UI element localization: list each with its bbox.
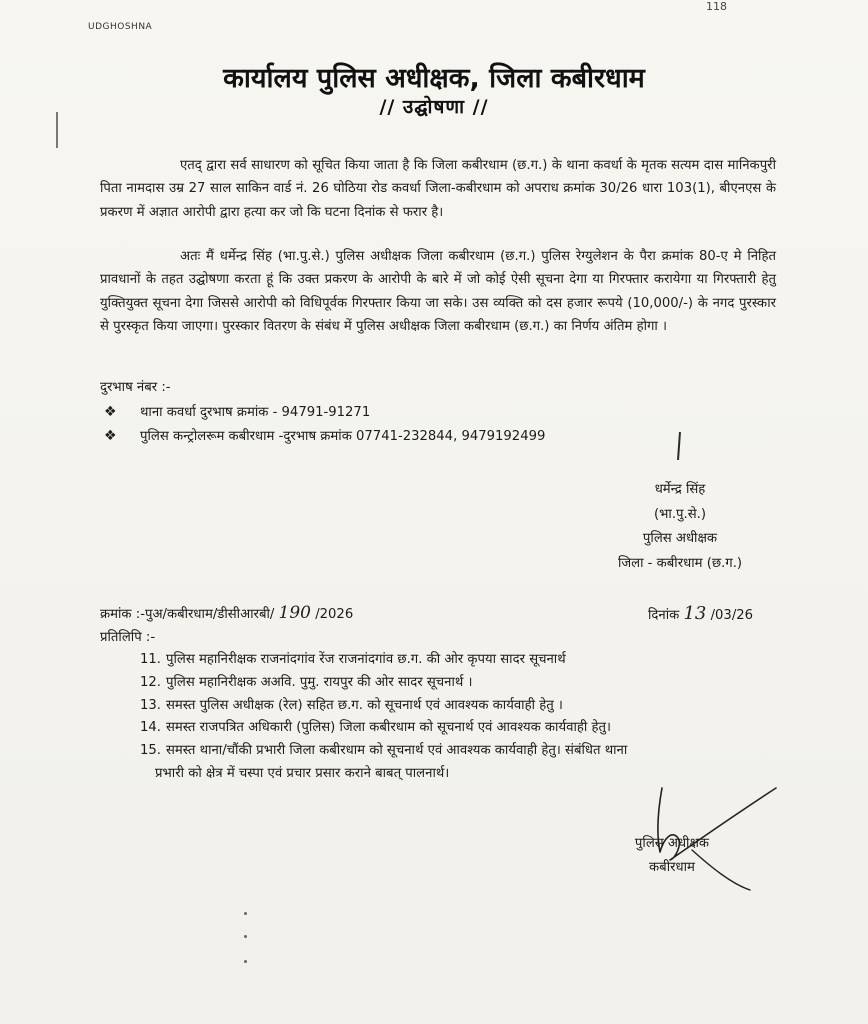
final-designation: पुलिस अधीक्षक [634,836,710,851]
header-tag: UDGHOSHNA [88,22,153,32]
signature-block [590,478,770,576]
scan-dot [244,960,247,963]
paragraph-2: अतः मैं धर्मेन्द्र सिंह (भा.पु.से.) पुलिस अधीक्षक जिला कबीरधाम (छ.ग.) पुलिस रेग्युलेशन के पैरा क्रमांक 80-ए मे निहित प्रावधानों के तहत उद्घोषणा करता हूं कि उक्त प्रकरण के आरोपी के बारे में जो कोई ऐसी सूचना देगा या गिरफ्तार करायेगा या गिरफ्तारी हेतु युक्तियुक्त सूचना देगा जिससे आरोपी को विधिपूर्वक गिरफ्तार किया जा सके। उस व्यक्ति को दस हजार रूपये (10,000/-) के नगद पुरस्कार से पुरस्कृत किया जाएगा। पुरस्कार वितरण के संबंध में पुलिस अधीक्षक जिला कबीरधाम (छ.ग.) का निर्णय अंतिम होगा । [100,249,776,334]
signatory-service: (भा.पु.से.) [654,506,706,522]
bullet-icon: ❖ [104,428,117,444]
phone-text: पुलिस कन्ट्रोलरूम कबीरधाम -दुरभाष क्रमांक 07741-232844, 9479192499 [140,429,546,444]
list-item: 11. पुलिस महानिरीक्षक राजनांदगांव रेंज राजनांदगांव छ.ग. की ओर कृपया सादर सूचनार्थ [140,652,566,667]
signatory-designation: पुलिस अधीक्षक [642,531,718,546]
signature-stroke [677,432,681,460]
signatory-name: धर्मेन्द्र सिंह [654,482,706,497]
final-signature-block [602,832,742,880]
handwritten-day: 13 [683,603,707,624]
phone-heading: दुरभाष नंबर :- [100,380,171,395]
phone-item [104,426,545,444]
signatory-district: जिला - कबीरधाम (छ.ग.) [617,555,743,571]
list-item: 12. पुलिस महानिरीक्षक अअवि. पुमु. रायपुर की ओर सादर सूचनार्थ । [140,674,473,690]
proclamation-title: // उद्घोषणा // [379,96,489,118]
scan-dot [244,935,247,938]
handwritten-number: 190 [278,603,311,623]
phone-text: थाना कवर्धा दुरभाष क्रमांक - 94791-91271 [140,405,371,420]
list-item: 15. समस्त थाना/चौंकी प्रभारी जिला कबीरधाम को सूचनार्थ एवं आवश्यक कार्यवाही हेतु। संबंधित थाना प्रभारी को क्षेत्र में चस्पा एवं प्रचार प्रसार कराने बाबत् पालनार्थ। [140,743,628,781]
reference-number: क्रमांक :-पुअ/कबीरधाम/डीसीआरबी/ 190 /2026 [100,603,354,623]
list-item: 13. समस्त पुलिस अधीक्षक (रेल) सहित छ.ग. को सूचनार्थ एवं आवश्यक कार्यवाही हेतु । [140,697,563,713]
list-item: 14. समस्त राजपत्रित अधिकारी (पुलिस) जिला कबीरधाम को सूचनार्थ एवं आवश्यक कार्यवाही हेतु। [140,720,611,736]
office-title: कार्यालय पुलिस अधीक्षक, जिला कबीरधाम [223,63,645,94]
page-number: 118 [706,0,727,13]
reference-date: दिनांक 13 /03/26 [648,603,754,624]
final-district: कबीरधाम [649,860,695,875]
paragraph-1: एतद् द्वारा सर्व साधारण को सूचित किया जाता है कि जिला कबीरधाम (छ.ग.) के थाना कवर्धा के मृतक सत्यम दास मानिकपुरी पिता नामदास उम्र 27 साल साकिन वार्ड नं. 26 घोठिया रोड कवर्धा जिला-कबीरधाम को अपराध क्रमांक 30/26 धारा 103(1), बीएनएस के प्रकरण में अज्ञात आरोपी द्वारा हत्या कर जो कि घटना दिनांक से फरार है। [100,158,776,220]
bullet-icon: ❖ [104,404,117,420]
scan-dot [244,912,247,915]
copy-to-heading: प्रतिलिपि :- [100,630,156,645]
phone-item [104,402,370,420]
copy-to-list [140,649,780,786]
